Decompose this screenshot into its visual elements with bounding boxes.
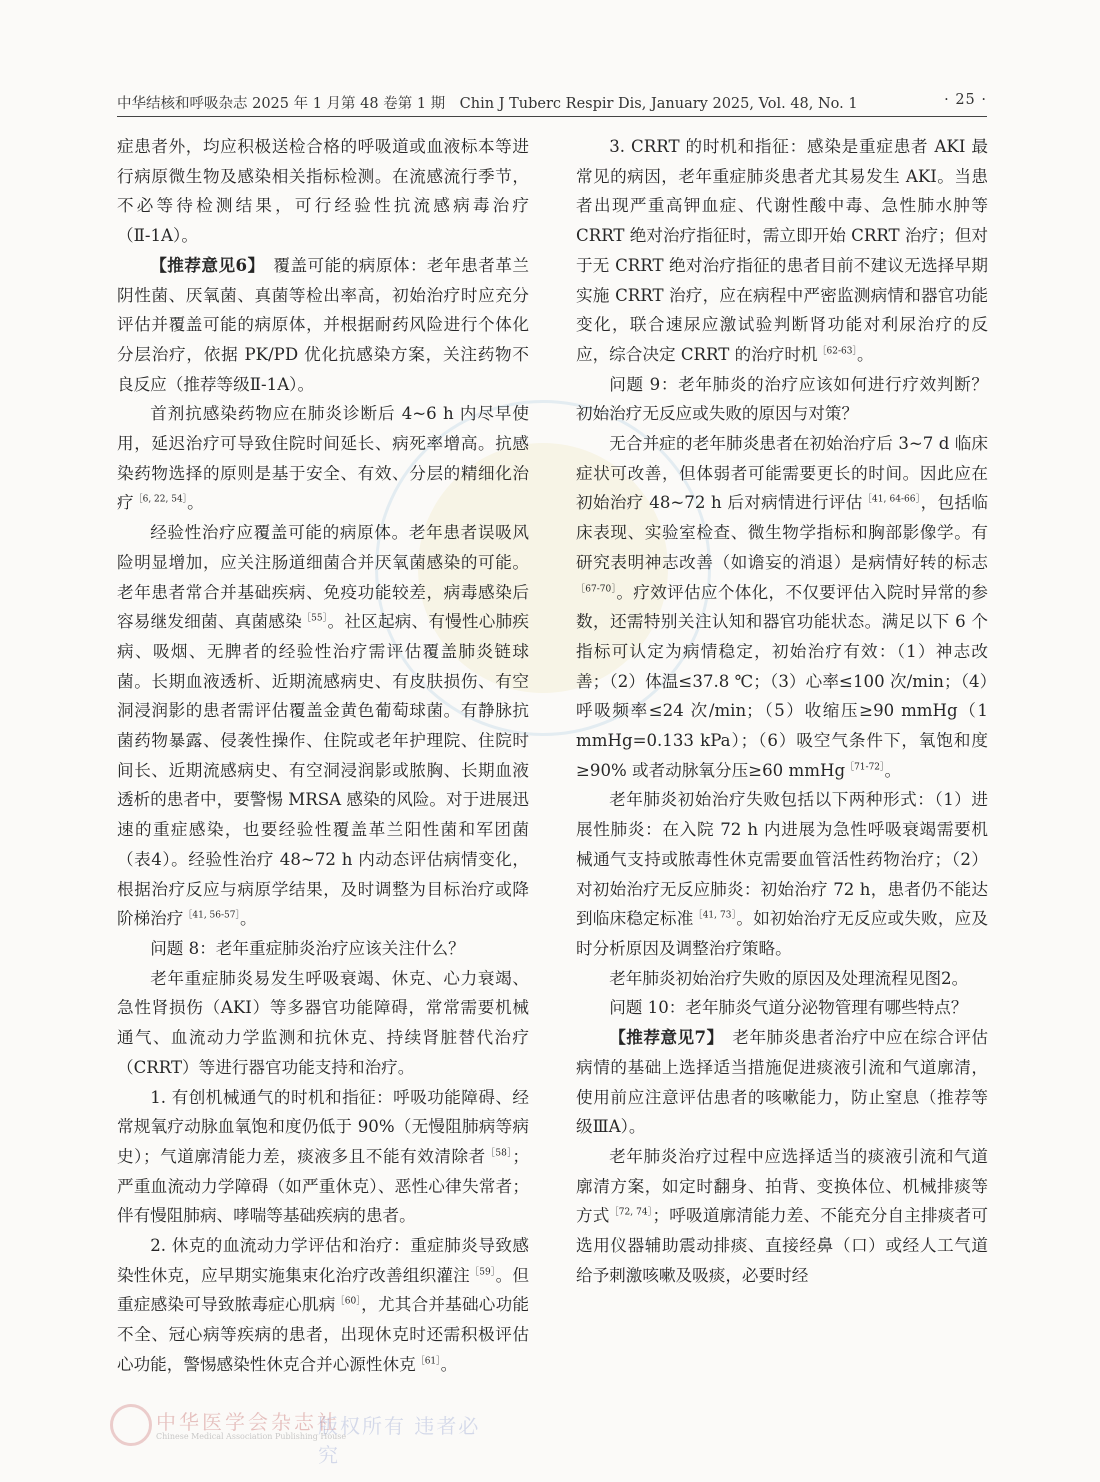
publisher-name: 中华医学会杂志社 bbox=[156, 1410, 340, 1434]
citation-ref: ［61］ bbox=[415, 1356, 441, 1367]
paragraph bbox=[576, 370, 988, 429]
citation-ref: ［41, 64-66］ bbox=[862, 494, 921, 505]
citation-ref: ［62-63］ bbox=[817, 346, 857, 357]
journal-citation: 中华结核和呼吸杂志 2025 年 1 月第 48 卷第 1 期 Chin J Tuberc Respir Dis, January 2025, Vol. 48, No. 1 bbox=[117, 96, 858, 112]
paragraph-text: 。 bbox=[240, 909, 257, 929]
paragraph-text: 。疗效评估应个体化，不仅要评估入院时异常的参数，还需特别关注认知和器官功能状态。满足以下 6 个指标可认定为病情稳定，初始治疗有效：（1）神志改善；（2）体温≤37.8 ℃；（3）心率≤100 次/min；（4）呼吸频率≤24 次/min；（5）收缩压≥90 mmHg（1 mmHg=0.133 kPa）；（6）吸空气条件下，氧饱和度≥90% 或者动脉氧分压≥60 mmHg bbox=[576, 582, 989, 780]
citation-ref: ［55］ bbox=[301, 613, 328, 624]
paragraph-text: 无合并症的老年肺炎患者在初始治疗后 3~7 d 临床症状可改善，但体弱者可能需要更长的时间。因此应在初始治疗 48~72 h 后对病情进行评估 bbox=[576, 434, 988, 513]
publisher-logo-icon bbox=[110, 1404, 152, 1446]
paragraph bbox=[576, 429, 988, 785]
paragraph bbox=[576, 785, 988, 963]
paragraph-text: 。如初始治疗无反应或失败，应及时分析原因及调整治疗策略。 bbox=[576, 909, 988, 958]
page-number: · 25 · bbox=[944, 92, 987, 108]
paragraph-text: 3. CRRT 的时机和指征：感染是重症患者 AKI 最常见的病因，老年重症肺炎患者尤其易发生 AKI。当患者出现严重高钾血症、代谢性酸中毒、急性肺水肿等 CRRT 绝对治疗指征时，需立即开始 CRRT 治疗；但对于无 CRRT 绝对治疗指征的患者目前不建议无选择早期实施 CRRT 治疗，应在病程中严密监测病情和器官功能变化，联合速尿应激试验判断肾功能对利尿治疗的反应，综合决定 CRRT 的治疗时机 bbox=[576, 137, 988, 364]
paragraph-text: 。但重症感染可导致脓毒症心肌病 bbox=[117, 1265, 530, 1315]
paragraph-text: 2. 休克的血流动力学评估和治疗：重症肺炎导致感染性休克，应早期实施集束化治疗改善组织灌注 bbox=[117, 1236, 529, 1285]
citation-ref: ［41, 73］ bbox=[693, 910, 737, 921]
paragraph bbox=[117, 1231, 529, 1380]
paragraph bbox=[117, 1083, 529, 1232]
citation-ref: ［58］ bbox=[485, 1148, 513, 1159]
paragraph-text: ；呼吸道廓清能力差、不能充分自主排痰者可选用仪器辅助震动排痰、直接经鼻（口）或经人工气道给予刺激咳嗽及吸痰，必要时经 bbox=[576, 1206, 989, 1285]
paragraph-text: 。社区起病、有慢性心肺疾病、吸烟、无脾者的经验性治疗需评估覆盖肺炎链球菌。长期血液透析、近期流感病史、有皮肤损伤、有空洞浸润影的患者需评估覆盖金黄色葡萄球菌。有静脉抗菌药物暴露、侵袭性操作、住院或老年护理院、住院时间长、近期流感病史、有空洞浸润影或脓胸、长期血液透析的患者中，要警惕 MRSA 感染的风险。对于进展迅速的重症感染，也要经验性覆盖革兰阳性菌和军团菌（表4）。经验性治疗 48~72 h 内动态评估病情变化，根据治疗反应与病原学结果，及时调整为目标治疗或降阶梯治疗 bbox=[117, 612, 530, 929]
paragraph bbox=[117, 964, 529, 1083]
citation-ref: ［67-70］ bbox=[576, 584, 617, 595]
paragraph-text: 。 bbox=[187, 493, 204, 513]
right-column bbox=[576, 132, 988, 1290]
paragraph-text: 经验性治疗应覆盖可能的病原体。老年患者误吸风险明显增加，应关注肠道细菌合并厌氧菌感染的可能。老年患者常合并基础疾病、免疫功能较差，病毒感染后容易继发细菌、真菌感染 bbox=[117, 523, 529, 632]
paragraph-text: ，包括临床表现、实验室检查、微生物学指标和胸部影像学。有研究表明神志改善（如谵妄的消退）是病情好转的标志 bbox=[576, 493, 988, 572]
citation-ref: ［60］ bbox=[335, 1296, 362, 1307]
paragraph bbox=[117, 399, 529, 518]
paragraph-text: ；严重血流动力学障碍（如严重休克）、恶性心律失常者；伴有慢阻肺病、哮喘等基础疾病的患者。 bbox=[117, 1146, 530, 1226]
citation-ref: ［59］ bbox=[470, 1267, 496, 1278]
paragraph-text: 症患者外，均应积极送检合格的呼吸道或血液标本等进行病原微生物及感染相关指标检测。在流感流行季节，不必等待检测结果，可行经验性抗流感病毒治疗（Ⅱ-1A）。 bbox=[117, 137, 529, 246]
paragraph bbox=[117, 518, 529, 934]
paragraph-text: 问题 8：老年重症肺炎治疗应该关注什么？ bbox=[150, 938, 465, 958]
citation-ref: ［72, 74］ bbox=[609, 1207, 653, 1218]
recommendation-label: 【推荐意见7】 bbox=[609, 1027, 716, 1048]
paragraph-text: ，尤其合并基础心功能不全、冠心病等疾病的患者，出现休克时还需积极评估心功能，警惕感染性休克合并心源性休克 bbox=[117, 1295, 530, 1374]
publisher-footer bbox=[110, 1404, 490, 1467]
paragraph bbox=[576, 964, 988, 994]
citation-ref: ［71-72］ bbox=[845, 762, 885, 773]
copyright-watermark: 版权所有 违者必究 bbox=[318, 1414, 481, 1467]
paragraph bbox=[576, 1142, 988, 1291]
paragraph-text: 问题 9：老年肺炎的治疗应该如何进行疗效判断？ 初始治疗无反应或失败的原因与对策？ bbox=[576, 374, 988, 424]
paragraph bbox=[576, 132, 988, 370]
paragraph-text: 覆盖可能的病原体：老年患者革兰阴性菌、厌氧菌、真菌等检出率高，初始治疗时应充分评估并覆盖可能的病原体，并根据耐药风险进行个体化分层治疗，依据 PK/PD 优化抗感染方案，关注药物不良反应（推荐等级Ⅱ-1A）。 bbox=[117, 255, 530, 394]
publisher-name-en: Chinese Medical Association Publishing House bbox=[156, 1432, 347, 1441]
paragraph bbox=[117, 934, 529, 964]
paragraph-text: 老年肺炎治疗过程中应选择适当的痰液引流和气道廓清方案，如定时翻身、拍背、变换体位、机械排痰等方式 bbox=[576, 1146, 988, 1226]
paragraph-text: 。 bbox=[884, 760, 902, 780]
paragraph-text: 老年重症肺炎易发生呼吸衰竭、休克、心力衰竭、急性肾损伤（AKI）等多器官功能障碍，常常需要机械通气、血流动力学监测和抗休克、持续肾脏替代治疗（CRRT）等进行器官功能支持和治疗。 bbox=[117, 968, 529, 1077]
paragraph-text: 。 bbox=[857, 344, 874, 364]
paragraph bbox=[576, 993, 988, 1023]
paragraph-text: 老年肺炎初始治疗失败的原因及处理流程见图2。 bbox=[609, 968, 969, 988]
paragraph-text: 首剂抗感染药物应在肺炎诊断后 4~6 h 内尽早使用，延迟治疗可导致住院时间延长、病死率增高。抗感染药物选择的原则是基于安全、有效、分层的精细化治疗 bbox=[117, 404, 529, 513]
left-column bbox=[117, 132, 529, 1380]
paragraph-text: 1. 有创机械通气的时机和指征：呼吸功能障碍、经常规氧疗动脉血氧饱和度仍低于 90%（无慢阻肺病等病史）；气道廓清能力差，痰液多且不能有效清除者 bbox=[117, 1087, 529, 1166]
paragraph-text: 老年肺炎患者治疗中应在综合评估病情的基础上选择适当措施促进痰液引流和气道廓清，使用前应注意评估患者的咳嗽能力，防止窒息（推荐等级ⅢA）。 bbox=[576, 1028, 989, 1137]
citation-ref: ［6, 22, 54］ bbox=[133, 494, 188, 505]
citation-ref: ［41, 56-57］ bbox=[183, 910, 240, 921]
paragraph bbox=[117, 132, 529, 251]
paragraph bbox=[576, 1023, 988, 1142]
running-header bbox=[117, 90, 987, 117]
paragraph bbox=[117, 251, 529, 400]
paragraph-text: 问题 10：老年肺炎气道分泌物管理有哪些特点？ bbox=[609, 998, 968, 1018]
recommendation-label: 【推荐意见6】 bbox=[150, 254, 257, 275]
paragraph-text: 。 bbox=[440, 1354, 458, 1374]
paragraph-text: 老年肺炎初始治疗失败包括以下两种形式：（1）进展性肺炎：在入院 72 h 内进展为急性呼吸衰竭需要机械通气支持或脓毒性休克需要血管活性药物治疗；（2）对初始治疗无反应肺炎：初始治疗 72 h，患者仍不能达到临床稳定标准 bbox=[576, 790, 988, 929]
